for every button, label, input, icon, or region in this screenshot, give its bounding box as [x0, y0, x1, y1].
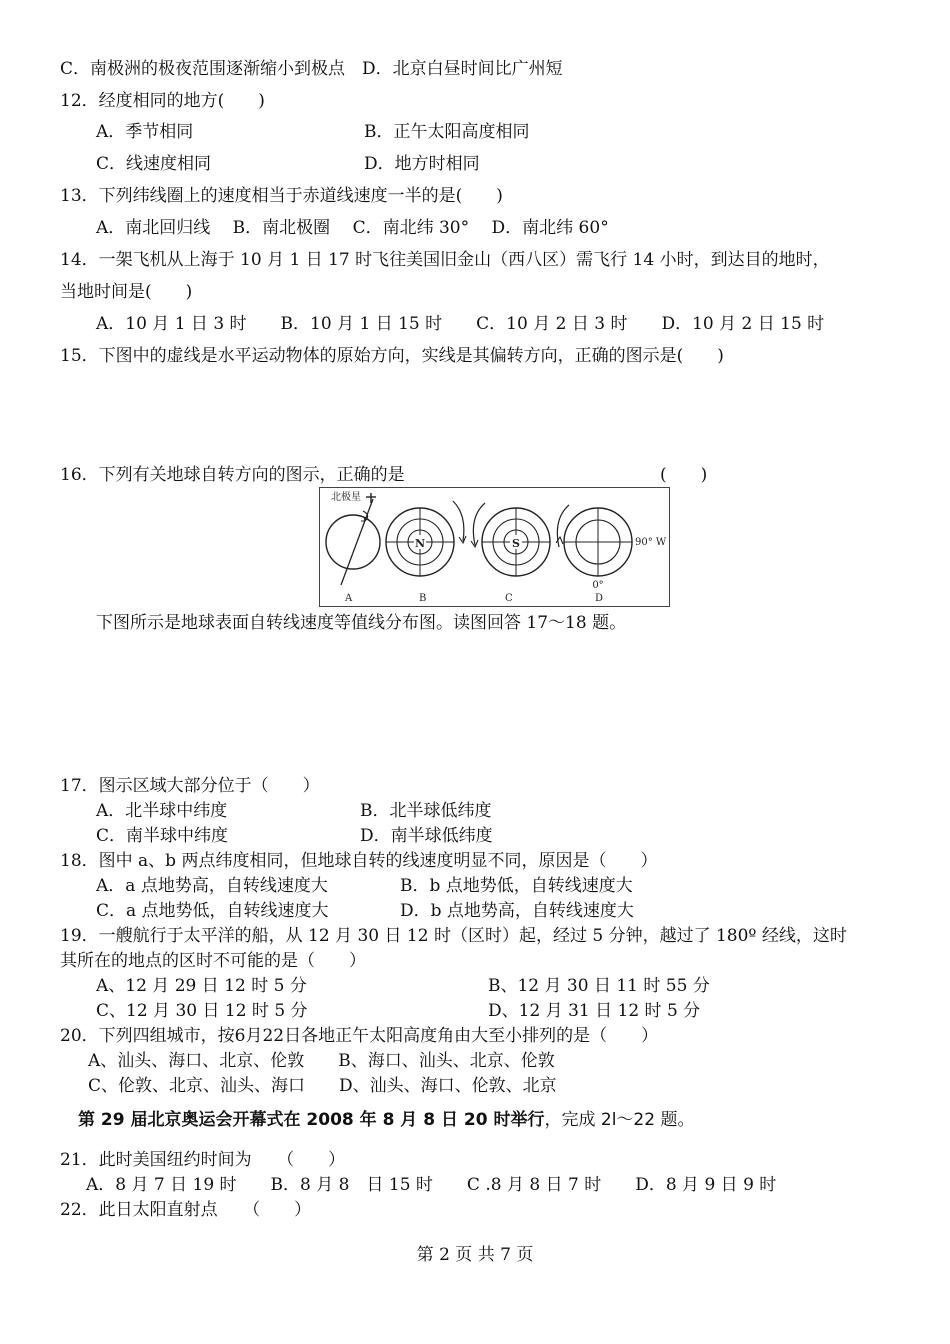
north-pole-label: N — [414, 537, 426, 550]
q18-option-b: B．b 点地势低，自转线速度大 — [400, 876, 633, 896]
q12-option-b: B．正午太阳高度相同 — [364, 122, 530, 142]
q20-options-ab: A、汕头、海口、北京、伦敦 B、海口、汕头、北京、伦敦 — [88, 1051, 555, 1071]
polaris-label: 北极星 — [331, 492, 361, 503]
lon-0-label: 0° — [592, 580, 604, 591]
q12-option-d: D．地方时相同 — [364, 154, 480, 174]
question-13: 13．下列纬线圈上的速度相当于赤道线速度一半的是( ) — [60, 186, 503, 206]
question-21: 21．此时美国纽约时间为 （ ） — [60, 1150, 346, 1170]
question-18: 18．图中 a、b 两点纬度相同，但地球自转的线速度明显不同，原因是（ ） — [60, 851, 658, 871]
q17-option-d: D．南半球低纬度 — [360, 826, 493, 846]
intro-21-22-bold: 第 29 届北京奥运会开幕式在 2008 年 8 月 8 日 20 时举行 — [78, 1110, 545, 1130]
question-19-line1: 19．一艘航行于太平洋的船，从 12 月 30 日 12 时（区时）起，经过 5 分钟，越过了 180º 经线，这时 — [60, 926, 847, 946]
lon-90w-label: 90° W — [635, 537, 667, 548]
q19-option-b: B、12 月 30 日 11 时 55 分 — [488, 976, 710, 996]
q12-option-a: A．季节相同 — [96, 122, 194, 142]
question-19-line2: 其所在的地点的区时不可能的是（ ） — [60, 951, 366, 971]
question-15: 15．下图中的虚线是水平运动物体的原始方向，实线是其偏转方向，正确的图示是( ) — [60, 346, 724, 366]
q18-option-c: C．a 点地势低，自转线速度大 — [96, 901, 329, 921]
intro-21-22-rest: ，完成 2l～22 题。 — [544, 1110, 695, 1130]
intro-17-18-bold: 下图所示是地球表面自转线速度等值线分布图。 — [96, 613, 453, 633]
south-pole-label: S — [512, 537, 520, 550]
q12-option-c: C．线速度相同 — [96, 154, 212, 174]
intro-17-18 — [96, 612, 626, 634]
question-16: 16．下列有关地球自转方向的图示，正确的是 — [60, 465, 405, 485]
intro-21-22 — [78, 1109, 694, 1131]
q19-option-c: C、12 月 30 日 12 时 5 分 — [96, 1001, 308, 1021]
page-footer: 第 2 页 共 7 页 — [416, 1245, 534, 1265]
q18-option-a: A．a 点地势高，自转线速度大 — [96, 876, 328, 896]
question-14-line2: 当地时间是( ) — [60, 282, 193, 302]
q19-option-d: D、12 月 31 日 12 时 5 分 — [488, 1001, 701, 1021]
q14-options: A．10 月 1 日 3 时 B．10 月 1 日 15 时 C．10 月 2 日 3 时 D．10 月 2 日 15 时 — [96, 314, 825, 334]
q21-options: A．8 月 7 日 19 时 B．8 月 8 日 15 时 C .8 月 8 日 7 时 D．8 月 9 日 9 时 — [86, 1175, 777, 1195]
panel-label-c: C — [505, 593, 513, 604]
q17-option-b: B．北半球低纬度 — [360, 801, 492, 821]
panel-label-d: D — [595, 593, 604, 604]
q20-options-cd: C、伦敦、北京、汕头、海口 D、汕头、海口、伦敦、北京 — [88, 1076, 557, 1096]
q18-option-d: D．b 点地势高，自转线速度大 — [400, 901, 634, 921]
question-16-paren: ( ) — [660, 465, 708, 485]
panel-label-b: B — [419, 593, 427, 604]
earth-rotation-figure — [319, 487, 670, 607]
q17-option-a: A．北半球中纬度 — [96, 801, 228, 821]
panel-label-a: A — [345, 593, 353, 604]
line-prev-cd: C．南极洲的极夜范围逐渐缩小到极点 D．北京白昼时间比广州短 — [60, 59, 563, 79]
intro-17-18-rest: 读图回答 17～18 题。 — [453, 613, 627, 633]
q17-option-c: C．南半球中纬度 — [96, 826, 229, 846]
question-12: 12．经度相同的地方( ) — [60, 91, 265, 111]
question-20: 20．下列四组城市，按6月22日各地正午太阳高度角由大至小排列的是（ ） — [60, 1026, 659, 1046]
q19-option-a: A、12 月 29 日 12 时 5 分 — [96, 976, 307, 996]
question-22: 22．此日太阳直射点 （ ） — [60, 1200, 312, 1220]
question-14-line1: 14．一架飞机从上海于 10 月 1 日 17 时飞往美国旧金山（西八区）需飞行 14 小时，到达目的地时， — [60, 250, 830, 270]
question-17: 17．图示区域大部分位于（ ） — [60, 776, 320, 796]
q13-options: A．南北回归线 B．南北极圈 C．南北纬 30° D．南北纬 60° — [96, 218, 609, 238]
